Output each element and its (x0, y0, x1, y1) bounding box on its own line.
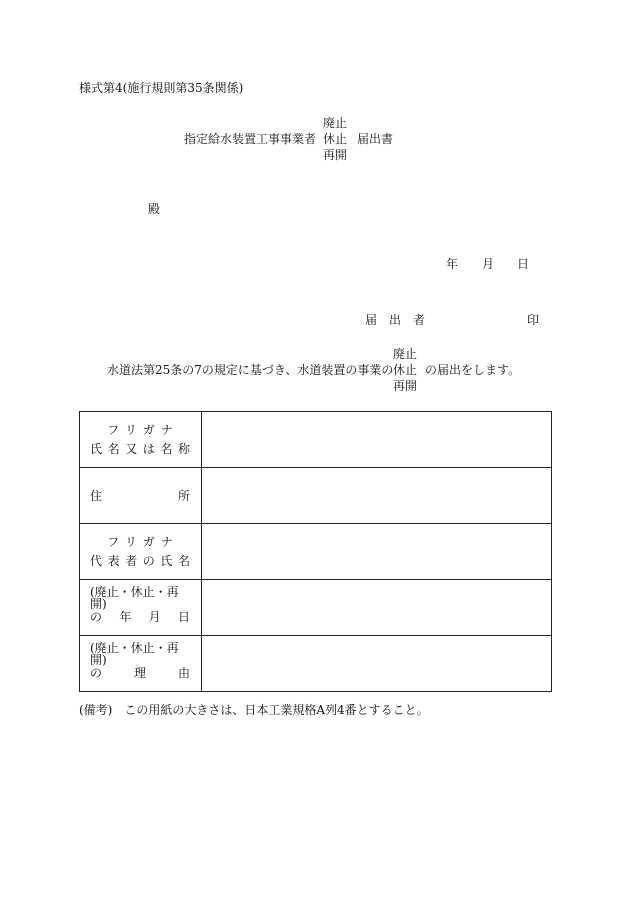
representative-field[interactable] (202, 524, 552, 580)
statement-option-suspend: 休止 (393, 363, 418, 377)
address-label: 住 所 (90, 488, 190, 503)
status-date-label: の 年 月 日 (90, 610, 190, 624)
reason-label-cell (80, 636, 202, 692)
table-row (80, 636, 552, 692)
date-day-label: 日 (517, 257, 530, 271)
table-row (80, 580, 552, 636)
name-field[interactable] (202, 412, 552, 468)
title-prefix: 指定給水装置工事事業者 (184, 132, 317, 146)
title-suffix: 届出書 (357, 132, 394, 146)
name-label: 氏 名 又 は 名 称 (90, 442, 190, 456)
name-label-cell (80, 412, 202, 468)
statement-prefix: 水道法第25条の7の規定に基づき、水道装置の事業の (107, 363, 394, 377)
title-option-resume: 再開 (323, 148, 348, 162)
statement-option-abolish: 廃止 (393, 347, 418, 361)
representative-label: 代 表 者 の 氏 名 (90, 554, 190, 568)
date-year-label: 年 (446, 257, 459, 271)
representative-label-cell (80, 524, 202, 580)
table-row (80, 412, 552, 468)
table-row (80, 524, 552, 580)
notifier-label: 届 出 者 (365, 313, 426, 327)
reason-label: の 理 由 (90, 666, 190, 680)
table-row (80, 468, 552, 524)
status-label: (廃止・休止・再開) (90, 641, 179, 667)
reason-field[interactable] (202, 636, 552, 692)
title-option-suspend: 休止 (323, 132, 348, 146)
statement-option-resume: 再開 (393, 379, 418, 393)
address-field[interactable] (202, 468, 552, 524)
date-label-cell (80, 580, 202, 636)
status-date-field[interactable] (202, 580, 552, 636)
form-reference: 様式第4(施行規則第35条関係) (79, 81, 244, 95)
statement-suffix: の届出をします。 (425, 363, 521, 377)
title-option-abolish: 廃止 (323, 116, 348, 130)
address-label-cell (80, 468, 202, 524)
addressee-suffix: 殿 (148, 202, 161, 216)
status-label: (廃止・休止・再開) (90, 585, 179, 611)
date-month-label: 月 (482, 257, 495, 271)
remarks-note: (備考) この用紙の大きさは、日本工業規格A列4番とすること。 (79, 703, 429, 717)
notification-form-table (79, 411, 552, 692)
furigana-label: フリガナ (107, 423, 179, 437)
furigana-label: フリガナ (107, 535, 179, 549)
seal-mark: 印 (527, 313, 540, 327)
